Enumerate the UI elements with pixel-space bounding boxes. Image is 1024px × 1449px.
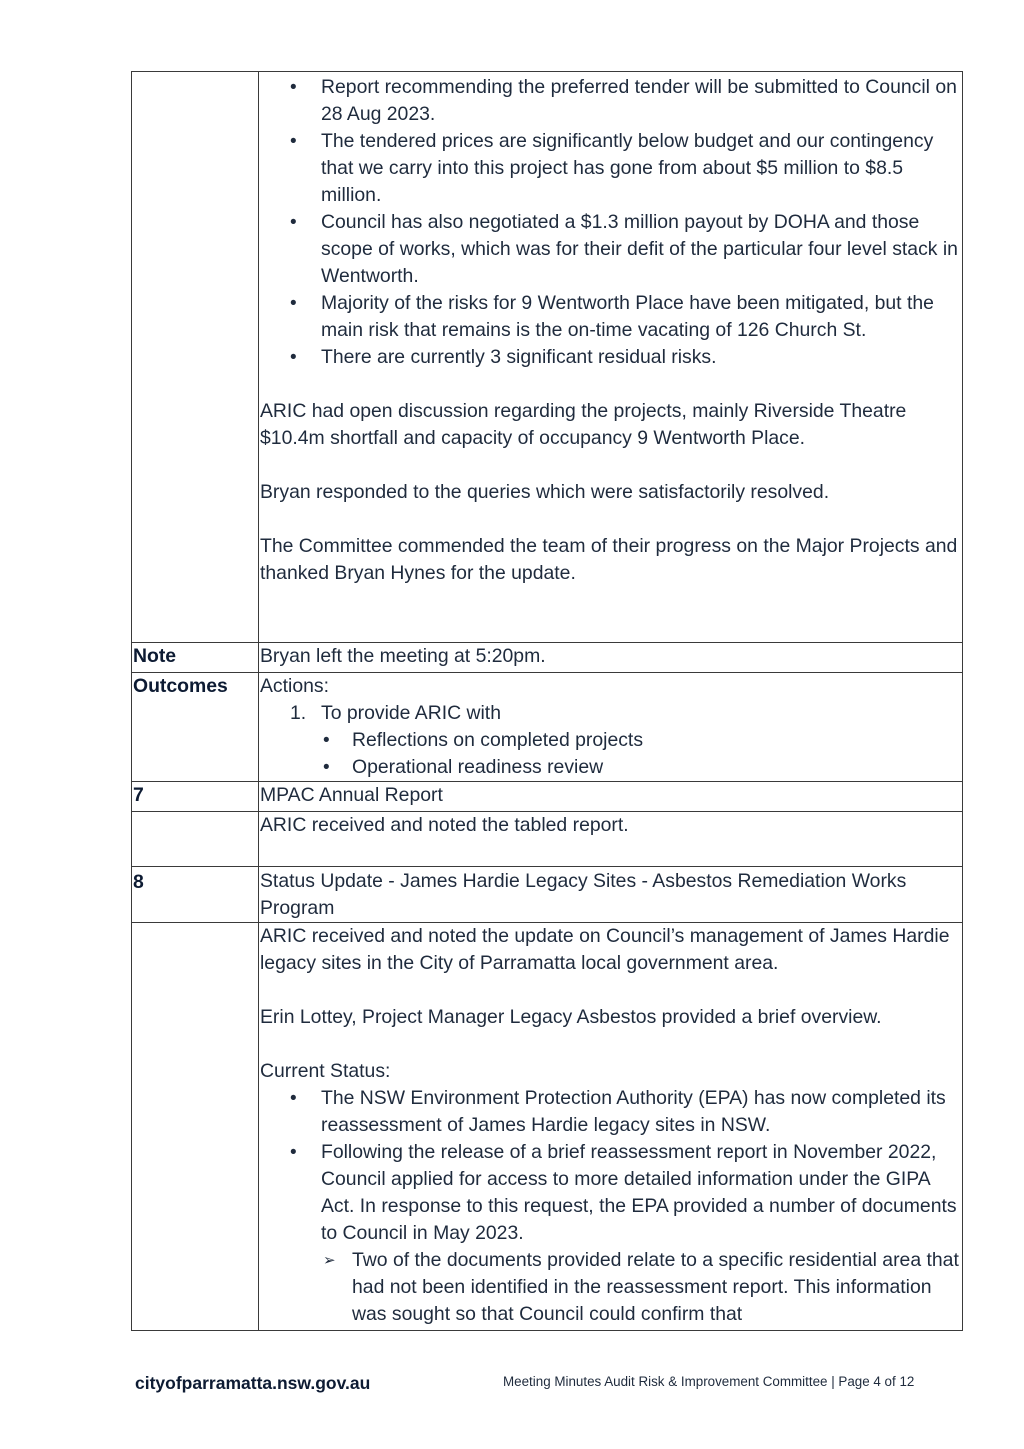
item7-number: 7 — [132, 782, 259, 812]
action-text: To provide ARIC with — [321, 702, 501, 724]
item8-header-row — [132, 867, 963, 923]
item8-body-row — [132, 923, 963, 1331]
item8-body-cell — [259, 923, 963, 1331]
note-label: Note — [132, 643, 259, 673]
note-row — [132, 643, 963, 673]
item7-label-cell — [132, 812, 259, 867]
responded-paragraph: Bryan responded to the queries which were satisfactorily resolved. — [260, 481, 830, 503]
note-text: Bryan left the meeting at 5:20pm. — [259, 643, 963, 673]
item6-label-cell — [132, 72, 259, 643]
commended-paragraph: The Committee commended the team of their progress on the Major Projects and thanked Bryan Hynes for the update. — [260, 535, 958, 584]
list-item: • The NSW Environment Protection Authority (EPA) has now completed its reassessment of James Hardie legacy sites in NSW. — [260, 1085, 962, 1139]
outcomes-row — [132, 673, 963, 782]
actions-list — [260, 700, 962, 781]
item7-body-row — [132, 812, 963, 867]
item8-label-cell — [132, 923, 259, 1331]
item6-continued-row — [132, 72, 963, 643]
overview-paragraph: Erin Lottey, Project Manager Legacy Asbestos provided a brief overview. — [260, 1006, 882, 1028]
item8-number: 8 — [132, 867, 259, 923]
item7-title: MPAC Annual Report — [259, 782, 963, 812]
list-item: • Council has also negotiated a $1.3 million payout by DOHA and those scope of works, which was for their defit of the particular four level stack in Wentworth. — [260, 209, 962, 290]
minutes-table — [131, 71, 963, 1331]
current-status-heading: Current Status: — [260, 1060, 391, 1082]
arrow-sub-list — [321, 1247, 962, 1328]
footer-document-title: Meeting Minutes Audit Risk & Improvement Committee | Page 4 of 12 — [503, 1374, 915, 1389]
list-item: • Majority of the risks for 9 Wentworth Place have been mitigated, but the main risk that remains is the on-time vacating of 126 Church St. — [260, 290, 962, 344]
list-item: • The tendered prices are significantly below budget and our contingency that we carry into this project has gone from about $5 million to $8.5 million. — [260, 128, 962, 209]
action-item — [260, 700, 962, 781]
list-item: ➢ Two of the documents provided relate to a specific residential area that had not been identified in the reassessment report. This information was sought so that Council could confirm that — [321, 1247, 962, 1328]
received-paragraph: ARIC received and noted the update on Council’s management of James Hardie legacy sites in the City of Parramatta local government area. — [260, 925, 950, 974]
status-bullet-list — [260, 1085, 962, 1328]
list-item: • There are currently 3 significant residual risks. — [260, 344, 962, 371]
discussion-paragraph: ARIC had open discussion regarding the projects, mainly Riverside Theatre $10.4m shortfall and capacity of occupancy 9 Wentworth Place. — [260, 400, 907, 449]
item7-header-row — [132, 782, 963, 812]
item6-bullet-list — [260, 74, 962, 371]
list-item — [260, 1139, 962, 1328]
item8-title: Status Update - James Hardie Legacy Sites - Asbestos Remediation Works Program — [259, 867, 963, 923]
action-sub-list — [321, 727, 962, 781]
outcomes-label: Outcomes — [132, 673, 259, 782]
action-number: 1. — [290, 702, 307, 724]
actions-heading: Actions: — [260, 675, 329, 697]
item6-body-cell — [259, 72, 963, 643]
list-item: • Reflections on completed projects — [321, 727, 962, 754]
list-item: • Operational readiness review — [321, 754, 962, 781]
footer-website: cityofparramatta.nsw.gov.au — [135, 1373, 371, 1393]
outcomes-body-cell — [259, 673, 963, 782]
list-item-text: Following the release of a brief reassessment report in November 2022, Council applied for access to more detailed information under the GIPA Act. In response to this request, the EPA provided a number of documents to Council in May 2023. — [321, 1141, 957, 1244]
item7-body: ARIC received and noted the tabled report. — [259, 812, 963, 867]
list-item: • Report recommending the preferred tender will be submitted to Council on 28 Aug 2023. — [260, 74, 962, 128]
